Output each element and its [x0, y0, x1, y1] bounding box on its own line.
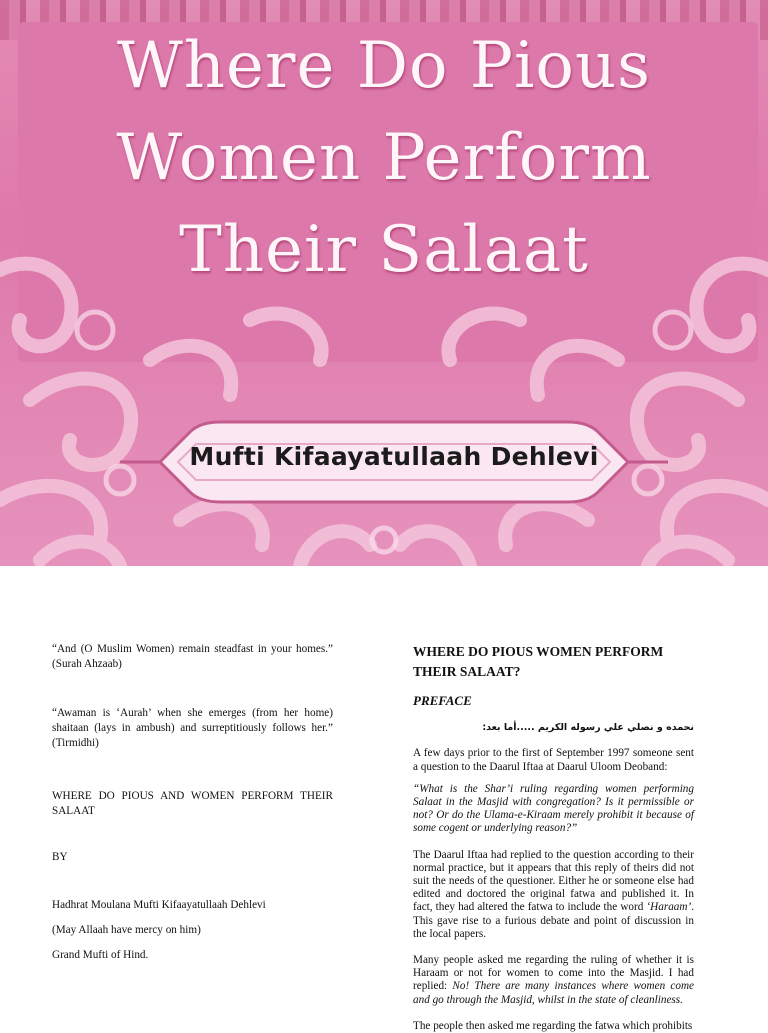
hadith-quote: “Awaman is ‘Aurah’ when she emerges (from her home) shaitaan (lays in ambush) and surreptitiously follows her.” (Tirmidhi) — [52, 707, 333, 749]
cover-title-line: Women Perform — [116, 121, 652, 195]
paragraph-text: Many people asked me regarding the ruling of whether it is Haraam or not for women to come into the Masjid. I had replied: — [413, 954, 694, 993]
book-title-caps: WHERE DO PIOUS AND WOMEN PERFORM THEIR SALAAT — [52, 790, 333, 817]
chapter-heading: WHERE DO PIOUS WOMEN PERFORM THEIR SALAAT? — [413, 644, 664, 679]
arabic-invocation: نحمده و نصلي علي رسوله الكريم .....أما بعد: — [482, 722, 694, 734]
paragraph: The people then asked me regarding the fatwa which prohibits — [413, 1019, 693, 1032]
quran-quote: “And (O Muslim Women) remain steadfast in your homes.” (Surah Ahzaab) — [52, 643, 333, 670]
cover-title-line: Where Do Pious — [117, 29, 651, 103]
cover-title-line: Their Salaat — [179, 213, 589, 287]
question-quote: “What is the Shar’i ruling regarding women performing Salaat in the Masjid with congregation? Is it permissible or not? Or do the Ulama-e-Kiraam merely prohibit it because of some cogent or underlying reason?” — [413, 782, 694, 835]
reply-text: No! There are many instances where women come and go through the Masjid, whilst in the state of cleanliness. — [413, 980, 694, 1006]
by-label: BY — [52, 851, 68, 863]
author-banner-text: Mufti Kifaayatullaah Dehlevi — [189, 442, 599, 471]
paragraph — [413, 954, 694, 1007]
haraam-word: ‘Haraam’ — [646, 901, 692, 914]
author-prayer: (May Allaah have mercy on him) — [52, 924, 201, 936]
paragraph-text: . This gave rise to a furious debate and point of discussion in the local papers. — [413, 901, 694, 940]
right-column — [413, 642, 694, 1033]
paragraph — [413, 849, 694, 941]
cover-title — [0, 20, 768, 296]
preface-heading: PREFACE — [413, 693, 472, 708]
paragraph-text: The Daarul Iftaa had replied to the question according to their normal practice, but it appears that this reply of theirs did not suit the needs of the questioner. Either he or someone else had edited and doctored the original fatwa and published it. In fact, they had altered the fatwa to include the word — [413, 848, 694, 914]
author-name: Hadhrat Moulana Mufti Kifaayatullaah Dehlevi — [52, 899, 266, 911]
author-banner — [120, 410, 668, 515]
author-title: Grand Mufti of Hind. — [52, 949, 149, 961]
left-column — [52, 642, 333, 963]
paragraph: A few days prior to the first of September 1997 someone sent a question to the Daarul Iftaa at Daarul Uloom Deoband: — [413, 747, 694, 773]
